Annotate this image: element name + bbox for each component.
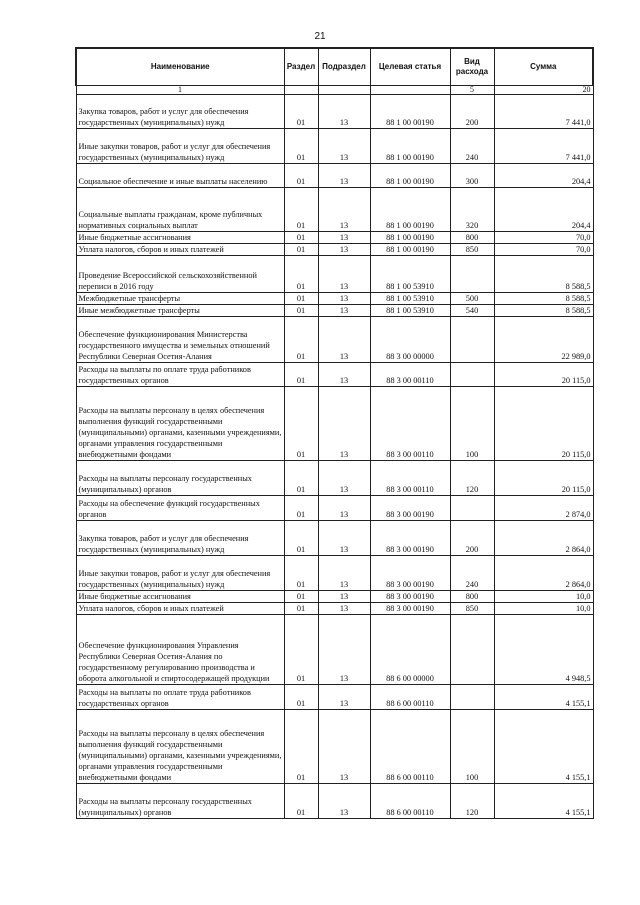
row-sum: 70,0 [494,244,593,256]
row-razdel: 01 [284,244,318,256]
row-podrazdel: 13 [318,363,370,387]
row-razdel: 01 [284,305,318,317]
row-podrazdel: 13 [318,305,370,317]
row-vid [450,615,494,685]
row-podrazdel: 13 [318,685,370,710]
row-target: 88 3 00 00190 [370,521,450,556]
row-podrazdel: 13 [318,461,370,496]
table-row [76,521,593,556]
row-podrazdel: 13 [318,556,370,591]
row-razdel: 01 [284,363,318,387]
row-razdel: 01 [284,95,318,129]
row-podrazdel: 13 [318,615,370,685]
row-sum: 70,0 [494,232,593,244]
row-target: 88 3 00 00000 [370,317,450,363]
table-row [76,164,593,188]
table-row [76,603,593,615]
row-podrazdel: 13 [318,387,370,461]
table-row [76,556,593,591]
row-target: 88 1 00 53910 [370,293,450,305]
row-podrazdel: 13 [318,188,370,232]
row-razdel: 01 [284,521,318,556]
row-target: 88 3 00 00110 [370,363,450,387]
row-vid: 800 [450,232,494,244]
row-vid: 850 [450,603,494,615]
row-podrazdel: 13 [318,293,370,305]
row-podrazdel: 13 [318,244,370,256]
row-name: Закупка товаров, работ и услуг для обеспечения государственных (муниципальных) нужд [76,95,284,129]
row-target: 88 3 00 00190 [370,591,450,603]
column-number [318,86,370,95]
row-razdel: 01 [284,461,318,496]
row-vid: 120 [450,461,494,496]
row-target: 88 6 00 00110 [370,784,450,819]
page-number: 21 [314,31,326,42]
row-target: 88 1 00 53910 [370,305,450,317]
row-target: 88 3 00 00110 [370,461,450,496]
row-razdel: 01 [284,129,318,164]
table-row [76,95,593,129]
row-podrazdel: 13 [318,95,370,129]
row-razdel: 01 [284,710,318,784]
row-name: Социальные выплаты гражданам, кроме публичных нормативных социальных выплат [76,188,284,232]
row-target: 88 1 00 00190 [370,164,450,188]
row-target: 88 3 00 00190 [370,603,450,615]
row-target: 88 1 00 00190 [370,95,450,129]
row-podrazdel: 13 [318,232,370,244]
row-podrazdel: 13 [318,256,370,293]
column-number [284,86,318,95]
row-name: Обеспечение функционирования Министерства государственного имущества и земельных отношений Республики Северная Осетия-Алания [76,317,284,363]
row-podrazdel: 13 [318,317,370,363]
row-vid: 100 [450,710,494,784]
row-name: Расходы на выплаты по оплате труда работников государственных органов [76,363,284,387]
row-target: 88 3 00 00110 [370,387,450,461]
row-vid: 300 [450,164,494,188]
row-name: Социальное обеспечение и иные выплаты населению [76,164,284,188]
table-row [76,232,593,244]
row-vid: 240 [450,129,494,164]
row-razdel: 01 [284,232,318,244]
row-target: 88 1 00 00190 [370,232,450,244]
row-podrazdel: 13 [318,784,370,819]
row-sum: 20 115,0 [494,461,593,496]
row-sum: 20 115,0 [494,363,593,387]
table-row [76,685,593,710]
row-name: Иные закупки товаров, работ и услуг для обеспечения государственных (муниципальных) нужд [76,556,284,591]
row-name: Межбюджетные трансферты [76,293,284,305]
row-razdel: 01 [284,591,318,603]
row-target: 88 6 00 00110 [370,710,450,784]
row-sum: 10,0 [494,603,593,615]
row-vid [450,363,494,387]
row-sum: 22 989,0 [494,317,593,363]
row-razdel: 01 [284,556,318,591]
row-vid [450,256,494,293]
table-row [76,293,593,305]
row-name: Проведение Всероссийской сельскохозяйственной переписи в 2016 году [76,256,284,293]
row-vid: 850 [450,244,494,256]
row-name: Расходы на выплаты персоналу государственных (муниципальных) органов [76,784,284,819]
row-name: Иные межбюджетные трансферты [76,305,284,317]
row-razdel: 01 [284,615,318,685]
column-number [370,86,450,95]
table-row [76,496,593,521]
row-name: Обеспечение функционирования Управления Республики Северная Осетия-Алания по государственному регулированию производства и оборота алкогольной и спиртосодержащей продукции [76,615,284,685]
row-target: 88 1 00 00190 [370,129,450,164]
row-sum: 10,0 [494,591,593,603]
table-row [76,256,593,293]
row-name: Иные бюджетные ассигнования [76,591,284,603]
table-header-row [76,48,593,86]
table-row [76,387,593,461]
row-razdel: 01 [284,784,318,819]
row-name: Расходы на обеспечение функций государственных органов [76,496,284,521]
row-razdel: 01 [284,256,318,293]
row-target: 88 6 00 00110 [370,685,450,710]
row-vid: 240 [450,556,494,591]
table-row [76,591,593,603]
header-vid: Вид расхода [450,48,494,86]
row-razdel: 01 [284,317,318,363]
row-podrazdel: 13 [318,164,370,188]
row-podrazdel: 13 [318,521,370,556]
row-target: 88 1 00 00190 [370,188,450,232]
row-vid: 320 [450,188,494,232]
column-number: 1 [76,86,284,95]
row-sum: 2 864,0 [494,556,593,591]
table-body [76,95,593,819]
column-number: 5 [450,86,494,95]
row-podrazdel: 13 [318,496,370,521]
table-row [76,188,593,232]
row-vid: 120 [450,784,494,819]
column-number-row [76,86,593,95]
row-sum: 8 588,5 [494,256,593,293]
table-row [76,317,593,363]
row-razdel: 01 [284,496,318,521]
table-row [76,615,593,685]
row-razdel: 01 [284,685,318,710]
row-vid: 540 [450,305,494,317]
header-target: Целевая статья [370,48,450,86]
row-podrazdel: 13 [318,603,370,615]
row-name: Расходы на выплаты персоналу в целях обеспечения выполнения функций государственными (муниципальными) органами, казенными учреждениями, органами управления государственными внебюджетными фондами [76,387,284,461]
row-name: Иные бюджетные ассигнования [76,232,284,244]
row-target: 88 1 00 53910 [370,256,450,293]
row-sum: 4 948,5 [494,615,593,685]
row-name: Уплата налогов, сборов и иных платежей [76,244,284,256]
row-target: 88 3 00 00190 [370,556,450,591]
row-sum: 7 441,0 [494,95,593,129]
row-podrazdel: 13 [318,710,370,784]
row-razdel: 01 [284,293,318,305]
table-row [76,244,593,256]
row-razdel: 01 [284,164,318,188]
row-sum: 7 441,0 [494,129,593,164]
header-razdel: Раздел [284,48,318,86]
table-row [76,363,593,387]
row-sum: 2 864,0 [494,521,593,556]
row-sum: 204,4 [494,164,593,188]
table-row [76,461,593,496]
row-sum: 20 115,0 [494,387,593,461]
table-row [76,710,593,784]
header-sum: Сумма [494,48,593,86]
row-razdel: 01 [284,188,318,232]
row-sum: 204,4 [494,188,593,232]
row-podrazdel: 13 [318,129,370,164]
row-sum: 8 588,5 [494,293,593,305]
row-podrazdel: 13 [318,591,370,603]
row-name: Расходы на выплаты по оплате труда работников государственных органов [76,685,284,710]
row-sum: 4 155,1 [494,710,593,784]
row-vid: 500 [450,293,494,305]
row-razdel: 01 [284,387,318,461]
row-vid [450,685,494,710]
row-sum: 2 874,0 [494,496,593,521]
row-razdel: 01 [284,603,318,615]
header-podrazdel: Подраздел [318,48,370,86]
budget-table [75,47,594,819]
row-name: Уплата налогов, сборов и иных платежей [76,603,284,615]
row-name: Расходы на выплаты персоналу государственных (муниципальных) органов [76,461,284,496]
table-row [76,784,593,819]
column-number: 20 [494,86,593,95]
row-name: Закупка товаров, работ и услуг для обеспечения государственных (муниципальных) нужд [76,521,284,556]
row-sum: 8 588,5 [494,305,593,317]
row-name: Иные закупки товаров, работ и услуг для обеспечения государственных (муниципальных) нужд [76,129,284,164]
row-name: Расходы на выплаты персоналу в целях обеспечения выполнения функций государственными (муниципальными) органами, казенными учреждениями, органами управления государственными внебюджетными фондами [76,710,284,784]
row-sum: 4 155,1 [494,685,593,710]
row-target: 88 3 00 00190 [370,496,450,521]
row-vid: 200 [450,521,494,556]
row-vid: 200 [450,95,494,129]
row-vid: 800 [450,591,494,603]
table-row [76,129,593,164]
row-vid [450,496,494,521]
row-sum: 4 155,1 [494,784,593,819]
row-target: 88 6 00 00000 [370,615,450,685]
table-row [76,305,593,317]
row-target: 88 1 00 00190 [370,244,450,256]
row-vid [450,317,494,363]
header-name: Наименование [76,48,284,86]
row-vid: 100 [450,387,494,461]
